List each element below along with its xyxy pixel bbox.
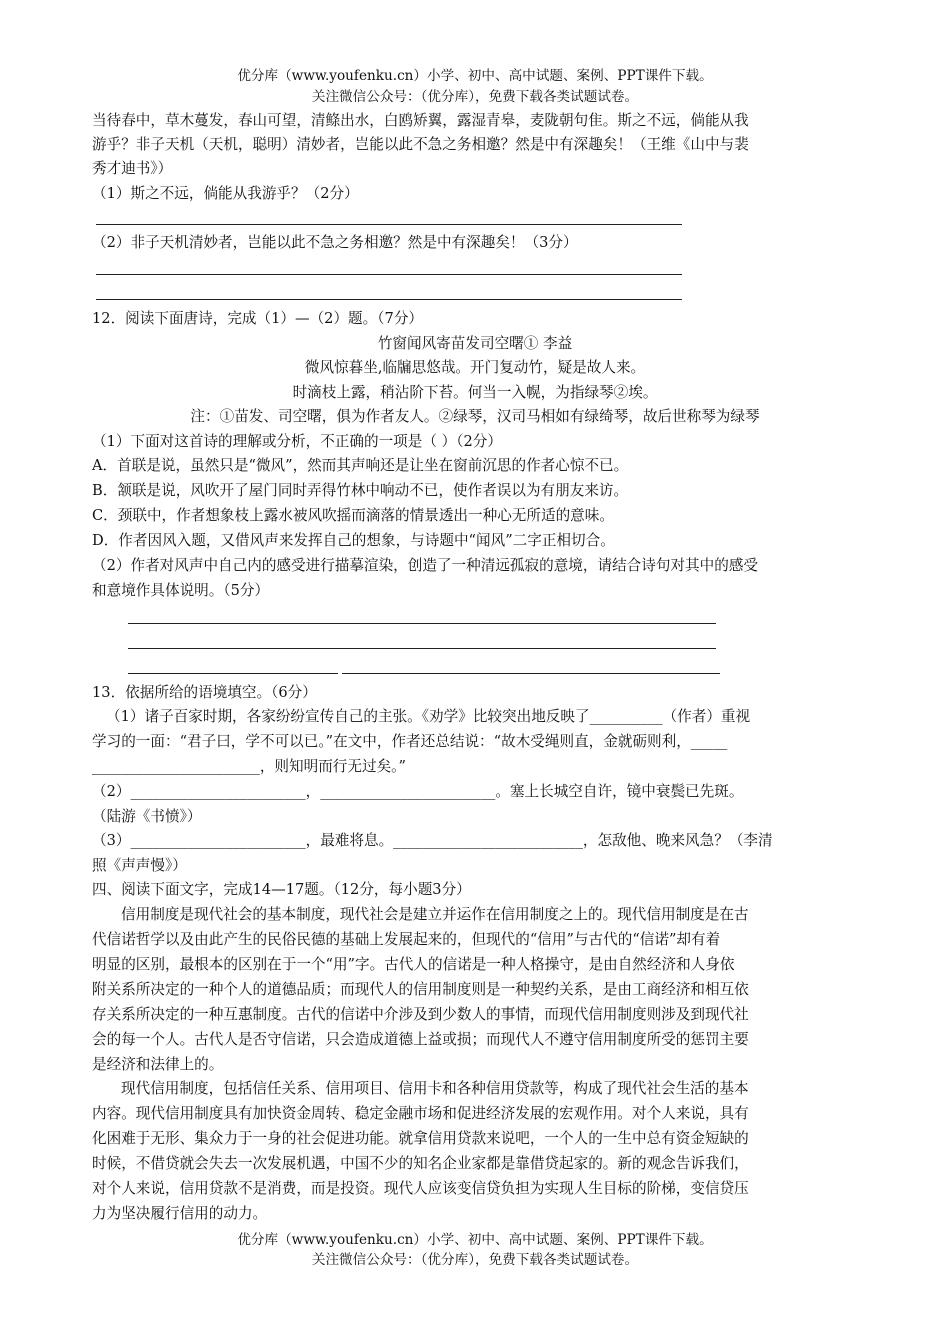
paragraph-line: 代信诺哲学以及由此产生的民俗民德的基础上发展起来的，但现代的“信用”与古代的“信诺”却有着 xyxy=(92,931,721,948)
question-11-1: （1）斯之不远，倘能从我游乎？（2分） xyxy=(92,185,359,202)
paragraph-line: 信用制度是现代社会的基本制度，现代社会是建立并运作在信用制度之上的。现代信用制度是在古 xyxy=(121,906,749,923)
poem-note: 注：①苗发、司空曙，俱为作者友人。②绿琴，汉司马相如有绿绮琴，故后世称琴为绿琴 xyxy=(190,408,760,425)
question-12-2-line1: （2）作者对风声中自己内的感受进行描摹渲染，创造了一种清远孤寂的意境，请结合诗句对其中的感受 xyxy=(92,557,759,574)
paragraph-line: 明显的区别，最根本的区别在于一个“用”字。古代人的信诺是一种人格操守，是由自然经济和人身依 xyxy=(92,956,735,973)
paragraph-line: 时候，不借贷就会失去一次发展机遇，中国不少的知名企业家都是靠借贷起家的。新的观念告诉我们， xyxy=(92,1155,749,1172)
poem-line-2: 时滴枝上露，稍沾阶下苔。何当一入幌，为指绿琴②埃。 xyxy=(292,384,658,401)
paragraph-line: 对个人来说，信用贷款不是消费，而是投资。现代人应该变信贷负担为实现人生目标的阶梯，变信贷压 xyxy=(92,1180,749,1197)
paragraph-line: 附关系所决定的一种个人的道德品质；而现代人的信用制度则是一种契约关系，是由工商经济和相互依 xyxy=(92,981,749,998)
option-a: A．首联是说，虽然只是“微风”，然而其声响还是让坐在窗前沉思的作者心惊不已。 xyxy=(92,457,629,474)
poem-title: 竹窗闻风寄苗发司空曙① 李益 xyxy=(377,335,573,352)
question-12-title: 12．阅读下面唐诗，完成（1）—（2）题。（7分） xyxy=(92,310,424,327)
page-footer-line2: 关注微信公众号：（优分库），免费下载各类试题试卷。 xyxy=(311,1252,639,1268)
option-c: C．颈联中，作者想象枝上露水被风吹摇而滴落的情景透出一种心无所适的意味。 xyxy=(92,507,614,524)
answer-line[interactable] xyxy=(128,623,716,624)
answer-line[interactable] xyxy=(96,274,682,275)
question-13-text: （陆游《书愤》） xyxy=(92,808,202,825)
question-13-text: 照《声声慢》） xyxy=(92,857,187,874)
poem-line-1: 微风惊暮坐,临牖思悠哉。开门复动竹，疑是故人来。 xyxy=(304,359,646,376)
answer-line[interactable] xyxy=(96,299,682,300)
question-12-2-line2: 和意境作具体说明。（5分） xyxy=(92,582,270,599)
page-header-line2: 关注微信公众号：（优分库），免费下载各类试题试卷。 xyxy=(311,89,639,105)
question-13-title: 13．依据所给的语境填空。（6分） xyxy=(92,684,317,701)
question-13-text: 学习的一面：“君子曰，学不可以已。”在文中，作者还总结说：“故木受绳则直，金就砺则利，_____ xyxy=(92,733,728,750)
paragraph-line: 是经济和法律上的。 xyxy=(92,1056,224,1073)
page-header-line1: 优分库（www.youfenku.cn）小学、初中、高中试题、案例、PPT课件下载。 xyxy=(237,68,713,84)
question-13-text: （2）________________________，________________________。塞上长城空自许，镜中衰鬓已先斑。 xyxy=(92,783,744,800)
answer-line[interactable] xyxy=(96,224,682,225)
passage-line: 秀才迪书》） xyxy=(92,160,173,177)
question-13-text: _______________________，则知明而行无过矣。” xyxy=(92,758,406,775)
paragraph-line: 内容。现代信用制度具有加快资金周转、稳定金融市场和促进经济发展的宏观作用。对个人来说，具有 xyxy=(92,1105,749,1122)
answer-line[interactable] xyxy=(342,673,720,674)
question-13-text: （3）________________________，最难将息。__________________________，怎敌他、晚来风急？（李清 xyxy=(92,832,773,849)
paragraph-line: 化困难于无形、集众力于一身的社会促进功能。就拿信用贷款来说吧，一个人的一生中总有资金短缺的 xyxy=(92,1130,749,1147)
answer-line[interactable] xyxy=(128,648,716,649)
page-footer-line1: 优分库（www.youfenku.cn）小学、初中、高中试题、案例、PPT课件下载。 xyxy=(237,1232,713,1248)
question-13-text: （1）诸子百家时期，各家纷纷宣传自己的主张。《劝学》比较突出地反映了__________（作者）重视 xyxy=(106,708,751,725)
section-4-title: 四、阅读下面文字，完成14—17题。（12分，每小题3分） xyxy=(92,881,471,898)
paragraph-line: 存关系所决定的一种互惠制度。古代的信诺中介涉及到少数人的事情，而现代信用制度则涉及到现代社 xyxy=(92,1006,749,1023)
paragraph-line: 现代信用制度，包括信任关系、信用项目、信用卡和各种信用贷款等，构成了现代社会生活的基本 xyxy=(121,1080,749,1097)
question-11-2: （2）非子天机清妙者，岂能以此不急之务相邀？然是中有深趣矣！（3分） xyxy=(92,234,578,251)
answer-line[interactable] xyxy=(128,673,338,674)
paragraph-line: 力为坚决履行信用的动力。 xyxy=(92,1205,268,1222)
option-b: B．颔联是说，风吹开了屋门同时弄得竹林中响动不已，使作者误以为有朋友来访。 xyxy=(92,482,629,499)
option-d: D．作者因风入题，又借风声来发挥自己的想象，与诗题中“闻风”二字正相切合。 xyxy=(92,532,615,549)
question-12-1: （1）下面对这首诗的理解或分析，不正确的一项是（ ）（2分） xyxy=(92,433,502,450)
passage-line: 当待春中，草木蔓发，春山可望，清鲦出水，白鸥矫翼，露湿青皋，麦陇朝句隹。斯之不远，倘能从我 xyxy=(92,112,749,129)
paragraph-line: 会的每一个人。古代人是否守信诺，只会造成道德上益或损；而现代人不遵守信用制度所受的惩罚主要 xyxy=(92,1031,749,1048)
passage-line: 游乎？非子天机（天机，聪明）清妙者，岂能以此不急之务相邀？然是中有深趣矣！（王维《山中与裴 xyxy=(92,136,749,153)
